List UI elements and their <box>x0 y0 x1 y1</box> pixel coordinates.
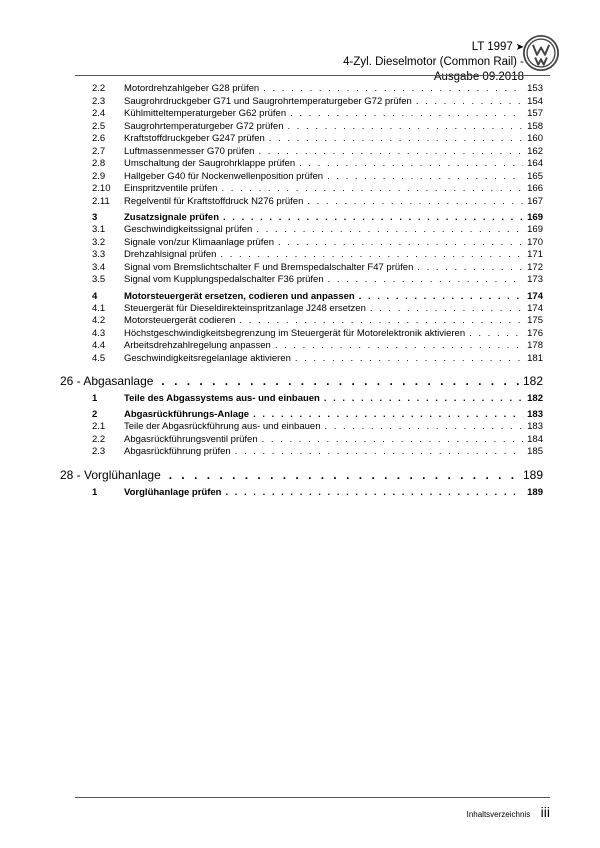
toc-entry-page: 172 <box>527 261 543 273</box>
toc-entry-page: 174 <box>527 302 543 314</box>
dot-leader <box>359 290 523 303</box>
toc-entry-page: 157 <box>527 108 543 119</box>
toc-entry-title: Signale von/zur Klimaanlage prüfen <box>124 236 274 248</box>
toc-entry-title: Kraftstoffdruckgeber G247 prüfen <box>124 133 265 144</box>
dot-leader <box>269 133 523 146</box>
toc-subsection[interactable] <box>92 158 543 171</box>
model-title: LT 1997 ➤ <box>300 40 524 55</box>
toc-entry-page: 183 <box>527 421 543 432</box>
dot-leader <box>278 237 523 250</box>
toc-entry-number: 2.11 <box>92 195 110 207</box>
toc-entry-number: 1 <box>92 393 98 404</box>
toc-subsection[interactable] <box>92 121 543 134</box>
footer-label: Inhaltsverzeichnis <box>466 810 531 819</box>
toc-entry-title: Steuergerät für Dieseldirekteinspritzanlage J248 ersetzen <box>124 302 366 314</box>
toc-subsection[interactable] <box>92 83 543 96</box>
toc-entry-title: Motorsteuergerät codieren <box>124 315 236 326</box>
toc-entry-title: Abgasrückführungs-Anlage <box>124 409 250 420</box>
dot-leader <box>324 421 523 434</box>
toc-entry-title: Drehzahlsignal prüfen <box>124 249 217 260</box>
toc-entry-page: 165 <box>527 170 543 182</box>
toc-entry-number: 3 <box>92 212 98 223</box>
toc-entry-number: 4.3 <box>92 327 106 339</box>
toc-subsection[interactable] <box>92 146 543 159</box>
toc-subsection[interactable] <box>92 303 543 316</box>
header-divider <box>75 75 550 76</box>
dot-leader <box>223 211 523 224</box>
toc-entry-page: 189 <box>527 486 543 498</box>
toc-subsection[interactable] <box>92 340 543 353</box>
toc-entry-title: Saugrohrdruckgeber G71 und Saugrohrtemperaturgeber G72 prüfen <box>124 95 412 107</box>
toc-subsection[interactable] <box>92 183 543 196</box>
toc-subsection[interactable] <box>92 328 543 341</box>
toc-entry-page: 178 <box>527 340 543 351</box>
dot-leader <box>253 408 523 421</box>
dot-leader <box>324 392 523 405</box>
toc-entry-page: 185 <box>527 446 543 457</box>
toc-entry-title: Signal vom Bremslichtschalter F und Bremspedalschalter F47 prüfen <box>124 261 414 273</box>
dot-leader <box>225 486 523 499</box>
toc-entry-title: Arbeitsdrehzahlregelung anpassen <box>124 340 271 351</box>
toc-entry-page: 189 <box>522 467 543 482</box>
dot-leader <box>275 340 523 353</box>
toc-entry-page: 154 <box>527 95 543 107</box>
toc-chapter[interactable] <box>60 467 543 483</box>
dot-leader <box>327 171 523 184</box>
toc-entry-number: 2.8 <box>92 158 106 169</box>
toc-subsection[interactable] <box>92 446 543 459</box>
toc-entry-number: 2.7 <box>92 145 106 157</box>
page-number: iii <box>540 804 550 820</box>
toc-subsection[interactable] <box>92 262 543 275</box>
toc-entry-page: 176 <box>527 327 543 339</box>
dot-leader <box>161 373 519 389</box>
toc-subsection[interactable] <box>92 196 543 209</box>
dot-leader <box>307 196 523 209</box>
toc-entry-title: Luftmassenmesser G70 prüfen <box>124 145 255 157</box>
dot-leader <box>258 146 523 159</box>
toc-subsection[interactable] <box>92 237 543 250</box>
toc-entry-number: 3.1 <box>92 224 106 235</box>
toc-entry-title: 28 - Vorglühanlage <box>60 467 161 482</box>
dot-leader <box>169 467 519 483</box>
toc-section[interactable] <box>92 408 543 421</box>
toc-entry-title: Geschwindigkeitssignal prüfen <box>124 224 253 235</box>
dot-leader <box>262 434 524 447</box>
toc-entry-number: 2.2 <box>92 433 106 445</box>
dot-leader <box>370 303 523 316</box>
toc-entry-title: Abgasrückführungsventil prüfen <box>124 433 258 445</box>
dot-leader <box>220 249 523 262</box>
toc-entry-number: 3.5 <box>92 274 106 285</box>
toc-entry-title: Abgasrückführung prüfen <box>124 446 231 457</box>
toc-entry-number: 4.5 <box>92 352 106 364</box>
toc-entry-title: Signal vom Kupplungspedalschalter F36 prüfen <box>124 274 324 285</box>
toc-entry-page: 153 <box>527 83 543 94</box>
toc-entry-title: Motorsteuergerät ersetzen, codieren und anpassen <box>124 290 355 302</box>
vw-logo-icon <box>523 35 559 71</box>
toc-section[interactable] <box>92 290 543 303</box>
toc-section[interactable] <box>92 392 543 405</box>
footer-divider <box>75 797 550 798</box>
dot-leader <box>417 262 523 275</box>
toc-entry-number: 2.3 <box>92 446 106 457</box>
toc-entry-page: 182 <box>527 393 543 404</box>
toc-entry-page: 181 <box>527 352 543 364</box>
page-footer <box>300 804 550 822</box>
toc-subsection[interactable] <box>92 171 543 184</box>
toc-entry-number: 4.1 <box>92 302 106 314</box>
toc-chapter[interactable] <box>60 373 543 389</box>
toc-entry-title: Zusatzsignale prüfen <box>124 212 220 223</box>
toc-entry-title: Regelventil für Kraftstoffdruck N276 prüfen <box>124 195 304 207</box>
toc-subsection[interactable] <box>92 434 543 447</box>
toc-section[interactable] <box>92 211 543 224</box>
toc-entry-page: 158 <box>527 120 543 132</box>
toc-entry-page: 174 <box>527 290 543 302</box>
table-of-contents <box>60 83 543 499</box>
toc-entry-page: 183 <box>527 409 543 420</box>
dot-leader <box>235 446 523 459</box>
toc-entry-number: 3.4 <box>92 261 106 273</box>
toc-subsection[interactable] <box>92 353 543 366</box>
toc-entry-page: 166 <box>527 183 543 194</box>
toc-subsection[interactable] <box>92 96 543 109</box>
toc-entry-number: 1 <box>92 486 98 498</box>
toc-subsection[interactable] <box>92 274 543 287</box>
toc-subsection[interactable] <box>92 224 543 237</box>
toc-entry-page: 182 <box>522 374 543 388</box>
toc-entry-title: Geschwindigkeitsregelanlage aktivieren <box>124 352 291 364</box>
toc-entry-title: Vorglühanlage prüfen <box>124 486 222 498</box>
toc-entry-number: 3.3 <box>92 249 106 260</box>
toc-entry-title: 26 - Abgasanlage <box>60 374 154 388</box>
toc-subsection[interactable] <box>92 421 543 434</box>
toc-entry-number: 3.2 <box>92 236 106 248</box>
dot-leader <box>469 328 523 341</box>
toc-entry-page: 170 <box>527 236 543 248</box>
toc-entry-number: 4 <box>92 290 98 302</box>
toc-entry-page: 175 <box>527 315 543 326</box>
toc-entry-title: Saugrohrtemperaturgeber G72 prüfen <box>124 120 284 132</box>
toc-entry-number: 2.10 <box>92 183 111 194</box>
toc-entry-number: 2 <box>92 409 98 420</box>
toc-entry-page: 169 <box>527 224 543 235</box>
dot-leader <box>263 83 523 96</box>
toc-entry-title: Teile des Abgassystems aus- und einbauen <box>124 393 320 404</box>
dot-leader <box>239 315 523 328</box>
dot-leader <box>328 274 524 287</box>
toc-entry-number: 2.3 <box>92 95 106 107</box>
toc-entry-page: 160 <box>527 133 543 144</box>
toc-entry-page: 167 <box>527 195 543 207</box>
toc-subsection[interactable] <box>92 133 543 146</box>
document-subtitle: 4-Zyl. Dieselmotor (Common Rail) - Ausgabe 09.2018 <box>343 56 524 83</box>
toc-entry-number: 2.9 <box>92 170 106 182</box>
dot-leader <box>416 96 523 109</box>
toc-entry-number: 2.5 <box>92 120 106 132</box>
toc-entry-title: Kühlmitteltemperaturgeber G62 prüfen <box>124 108 287 119</box>
toc-entry-title: Höchstgeschwindigkeitsbegrenzung im Steuergerät für Motorelektronik aktivieren <box>124 327 466 339</box>
dot-leader <box>299 158 523 171</box>
toc-entry-number: 2.1 <box>92 421 106 432</box>
toc-entry-number: 4.2 <box>92 315 106 326</box>
toc-entry-page: 173 <box>527 274 543 285</box>
toc-entry-number: 2.2 <box>92 83 106 94</box>
dot-leader <box>256 224 523 237</box>
toc-entry-number: 4.4 <box>92 340 106 351</box>
dot-leader <box>288 121 524 134</box>
toc-entry-title: Teile der Abgasrückführung aus- und einbauen <box>124 421 321 432</box>
dot-leader <box>290 108 523 121</box>
toc-entry-title: Hallgeber G40 für Nockenwellenposition prüfen <box>124 170 324 182</box>
document-header <box>300 40 524 85</box>
toc-entry-title: Einspritzventile prüfen <box>124 183 218 194</box>
toc-entry-title: Umschaltung der Saugrohrklappe prüfen <box>124 158 296 169</box>
toc-entry-page: 184 <box>527 433 543 445</box>
toc-section[interactable] <box>92 486 543 499</box>
toc-entry-page: 169 <box>527 212 543 223</box>
toc-entry-page: 171 <box>527 249 543 260</box>
toc-entry-title: Motordrehzahlgeber G28 prüfen <box>124 83 260 94</box>
dot-leader <box>221 183 523 196</box>
toc-subsection[interactable] <box>92 315 543 328</box>
toc-entry-page: 164 <box>527 158 543 169</box>
toc-entry-number: 2.6 <box>92 133 106 144</box>
dot-leader <box>295 353 523 366</box>
toc-subsection[interactable] <box>92 249 543 262</box>
toc-entry-page: 162 <box>527 145 543 157</box>
toc-entry-number: 2.4 <box>92 108 106 119</box>
toc-subsection[interactable] <box>92 108 543 121</box>
